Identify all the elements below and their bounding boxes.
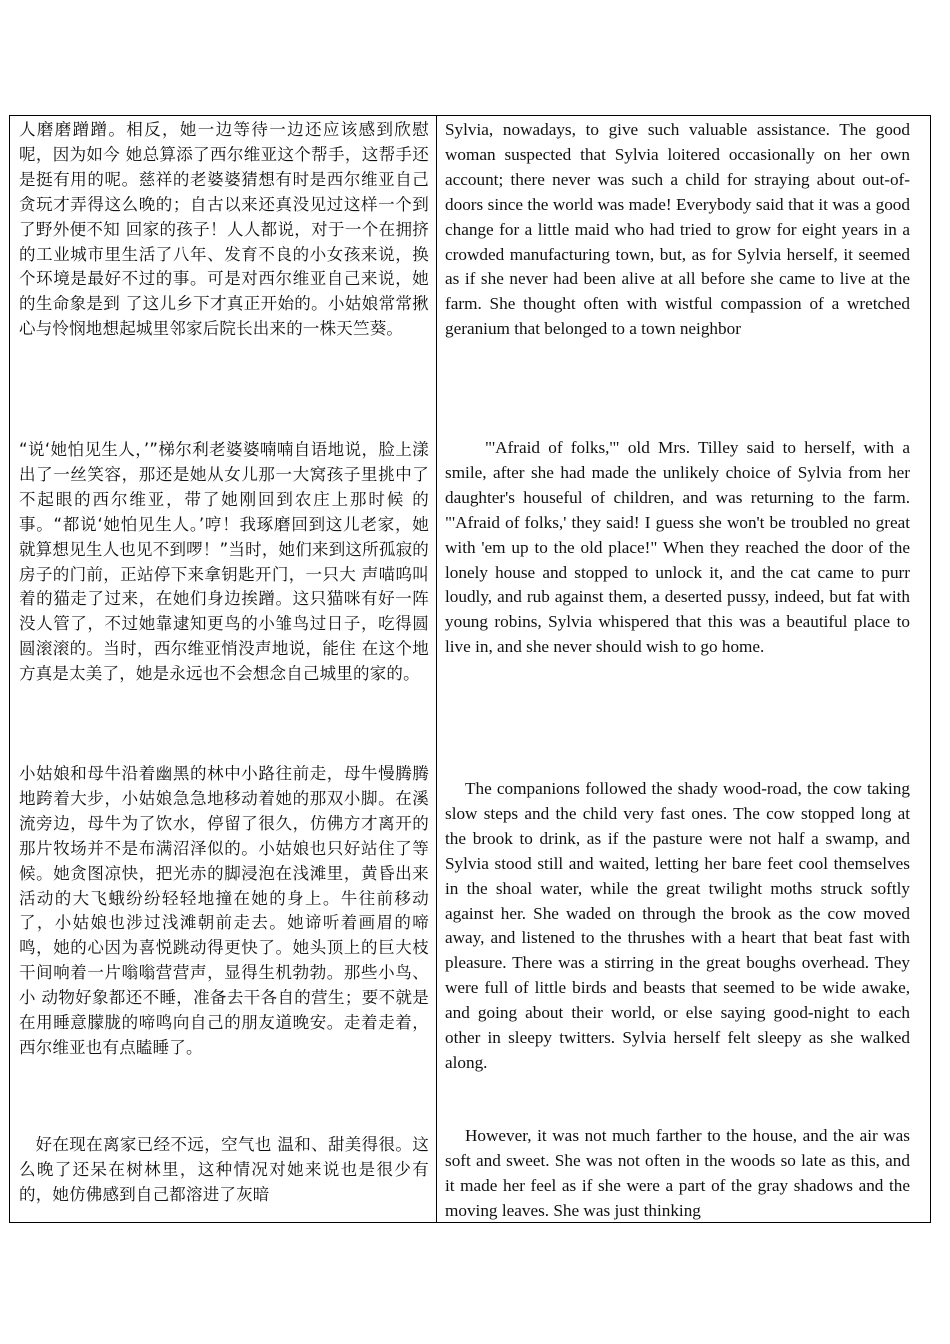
english-paragraph: "'Afraid of folks,'" old Mrs. Tilley said to herself, with a smile, after she had made the unlikely choice of Sylvia from her daughter's houseful of children, and was returning to the farm. "'Afraid of folks,' they said! I guess she won't be troubled no great with 'em up to the old place!" When they reached the door of the lonely house and stopped to unlock it, and the cat came to purr loudly, and rub against them, a deserted pussy, indeed, but fat with young robins, Sylvia whispered that this was a beautiful place to live in, and she never should wish to go home. xyxy=(445,438,910,657)
chinese-paragraph: 人磨磨蹭蹭。相反，她一边等待一边还应该感到欣慰呢，因为如今 她总算添了西尔维亚这个帮手，这帮手还是挺有用的呢。慈祥的老婆婆猜想有时是西尔维亚自己贪玩才弄得这么晚的；自古以来还真没见过这样一个到了野外便不知 回家的孩子！人人都说，对于一个在拥挤的工业城市里生活了八年、发育不良的小女孩来说，换个环境是最好不过的事。可是对西尔维亚自己来说，她的生命象是到 了这儿乡下才真正开始的。小姑娘常常揪心与怜悯地想起城里邻家后院长出来的一株天竺葵。 xyxy=(19,120,429,339)
bilingual-text-table xyxy=(9,115,931,1223)
english-paragraph: Sylvia, nowadays, to give such valuable assistance. The good woman suspected that Sylvia loitered occasionally on her own account; there never was such a child for straying about out-of-doors since the world was made! Everybody said that it was a good change for a little maid who had tried to grow for eight years in a crowded manufacturing town, but, as for Sylvia herself, it seemed as if she never had been alive at all before she came to live at the farm. She thought often with wistful compassion of a wretched geranium that belonged to a town neighbor xyxy=(445,120,910,339)
chinese-paragraph: 小姑娘和母牛沿着幽黑的林中小路往前走，母牛慢腾腾地跨着大步，小姑娘急急地移动着她的那双小脚。在溪流旁边，母牛为了饮水，停留了很久，仿佛方才离开的 那片牧场并不是布满沼泽似的。小姑娘也只好站住了等候。她贪图凉快，把光赤的脚浸泡在浅滩里，黄昏出来活动的大飞蛾纷纷轻轻地撞在她的身上。牛往前移动 了，小姑娘也涉过浅滩朝前走去。她谛听着画眉的啼鸣，她的心因为喜悦跳动得更快了。她头顶上的巨大枝干间响着一片嗡嗡营营声，显得生机勃勃。那些小鸟、小 动物好象都还不睡，准备去干各自的营生；要不就是在用睡意朦胧的啼鸣向自己的朋友道晚安。走着走着，西尔维亚也有点瞌睡了。 xyxy=(19,764,429,1057)
chinese-translation-column xyxy=(19,116,429,1222)
english-original-column xyxy=(445,116,910,1222)
chinese-paragraph: “说‘她怕见生人，’”梯尔利老婆婆喃喃自语地说，脸上漾出了一丝笑容，那还是她从女儿那一大窝孩子里挑中了不起眼的西尔维亚，带了她刚回到农庄上那时候 的事。“都说‘她怕见生人。’哼！我琢磨回到这儿老家，她就算想见生人也见不到啰！”当时，她们来到这所孤寂的房子的门前，正站停下来拿钥匙开门，一只大 声喵呜叫着的猫走了过来，在她们身边挨蹭。这只猫咪有好一阵没人管了，不过她靠逮知更鸟的小雏鸟过日子，吃得圆圆滚滚的。当时，西尔维亚悄没声地说，能住 在这个地方真是太美了，她是永远也不会想念自己城里的家的。 xyxy=(19,440,429,684)
english-paragraph: The companions followed the shady wood-road, the cow taking slow steps and the child very fast ones. The cow stopped long at the brook to drink, as if the pasture were not half a swamp, and Sylvia stood still and waited, letting her bare feet cool themselves in the shoal water, while the great twilight moths struck softly against her. She waded on through the brook as the cow moved away, and listened to the thrushes with a heart that beat fast with pleasure. There was a stirring in the great boughs overhead. They were full of little birds and beasts that seemed to be wide awake, and going about their world, or else saying good-night to each other in sleepy twitters. Sylvia herself felt sleepy as she walked along. xyxy=(445,779,910,1072)
english-paragraph: However, it was not much farther to the house, and the air was soft and sweet. She was not often in the woods so late as this, and it made her feel as if she were a part of the gray shadows and the moving leaves. She was just thinking xyxy=(445,1126,910,1220)
chinese-paragraph: 好在现在离家已经不远，空气也 温和、甜美得很。这么晚了还呆在树林里，这种情况对她来说也是很少有的，她仿佛感到自己都溶进了灰暗 xyxy=(19,1135,429,1204)
column-divider xyxy=(436,116,437,1222)
